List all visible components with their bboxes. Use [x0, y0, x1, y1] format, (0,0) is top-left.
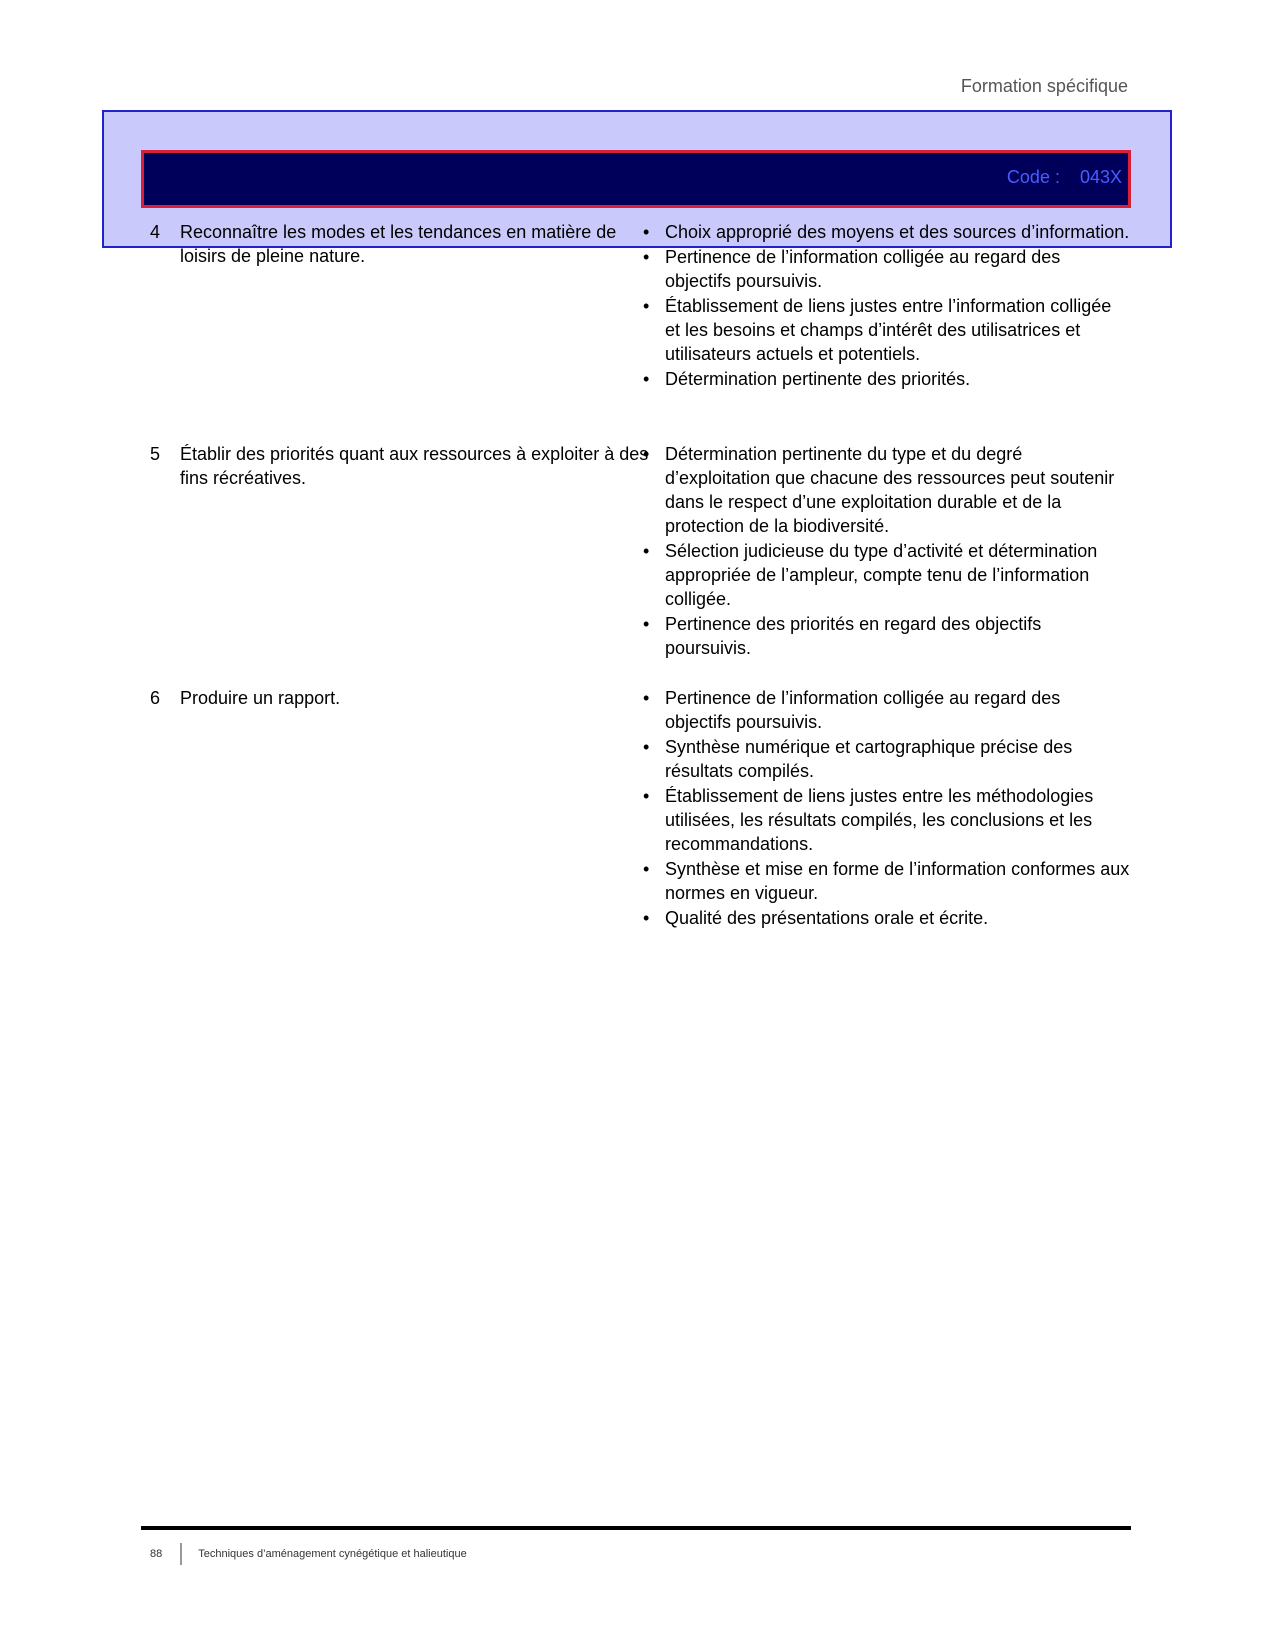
page-footer	[150, 1543, 467, 1565]
criterion-item: • Synthèse et mise en forme de l’information conformes aux normes en vigueur.	[640, 857, 1130, 905]
competence-element	[150, 220, 650, 268]
footer-rule	[141, 1526, 1131, 1530]
code-bar	[141, 150, 1131, 208]
footer-separator	[180, 1543, 182, 1565]
criterion-item: • Établissement de liens justes entre l’information colligée et les besoins et champs d’intérêt des utilisatrices et utilisateurs actuels et potentiels.	[640, 294, 1130, 366]
competence-text: Produire un rapport.	[180, 688, 341, 708]
criterion-item: • Synthèse numérique et cartographique précise des résultats compilés.	[640, 735, 1130, 783]
criterion-item: • Qualité des présentations orale et écrite.	[640, 906, 1130, 930]
criterion-item: • Pertinence de l’information colligée au regard des objectifs poursuivis.	[640, 245, 1130, 293]
performance-criteria-list	[640, 686, 1130, 931]
criterion-item: • Détermination pertinente des priorités.	[640, 367, 1130, 391]
competence-text: Établir des priorités quant aux ressources à exploiter à des fins récréatives.	[180, 444, 649, 488]
criterion-item: • Sélection judicieuse du type d’activité et détermination appropriée de l’ampleur, compte tenu de l’information colligée.	[640, 539, 1130, 611]
criterion-item: • Détermination pertinente du type et du degré d’exploitation que chacune des ressources peut soutenir dans le respect d’une exploitation durable et de la protection de la biodiversité.	[640, 442, 1130, 538]
document-title: Techniques d’aménagement cynégétique et halieutique	[198, 1547, 467, 1560]
competence-number: 5	[150, 444, 161, 464]
criterion-item: • Établissement de liens justes entre les méthodologies utilisées, les résultats compilés, les conclusions et les recommandations.	[640, 784, 1130, 856]
competence-number: 4	[150, 222, 161, 242]
competence-element	[150, 442, 650, 490]
criterion-item: • Pertinence de l’information colligée au regard des objectifs poursuivis.	[640, 686, 1130, 734]
competence-text: Reconnaître les modes et les tendances en matière de loisirs de pleine nature.	[180, 222, 617, 266]
competency-code: Code : 043X	[1006, 167, 1122, 187]
performance-criteria-list	[640, 220, 1130, 392]
section-header-label: Formation spécifique	[960, 76, 1128, 96]
page-number: 88	[150, 1547, 163, 1560]
competence-number: 6	[150, 688, 161, 708]
criterion-item: • Pertinence des priorités en regard des objectifs poursuivis.	[640, 612, 1130, 660]
criterion-item: • Choix approprié des moyens et des sources d’information.	[640, 220, 1130, 244]
competence-element	[150, 686, 650, 710]
performance-criteria-list	[640, 442, 1130, 661]
